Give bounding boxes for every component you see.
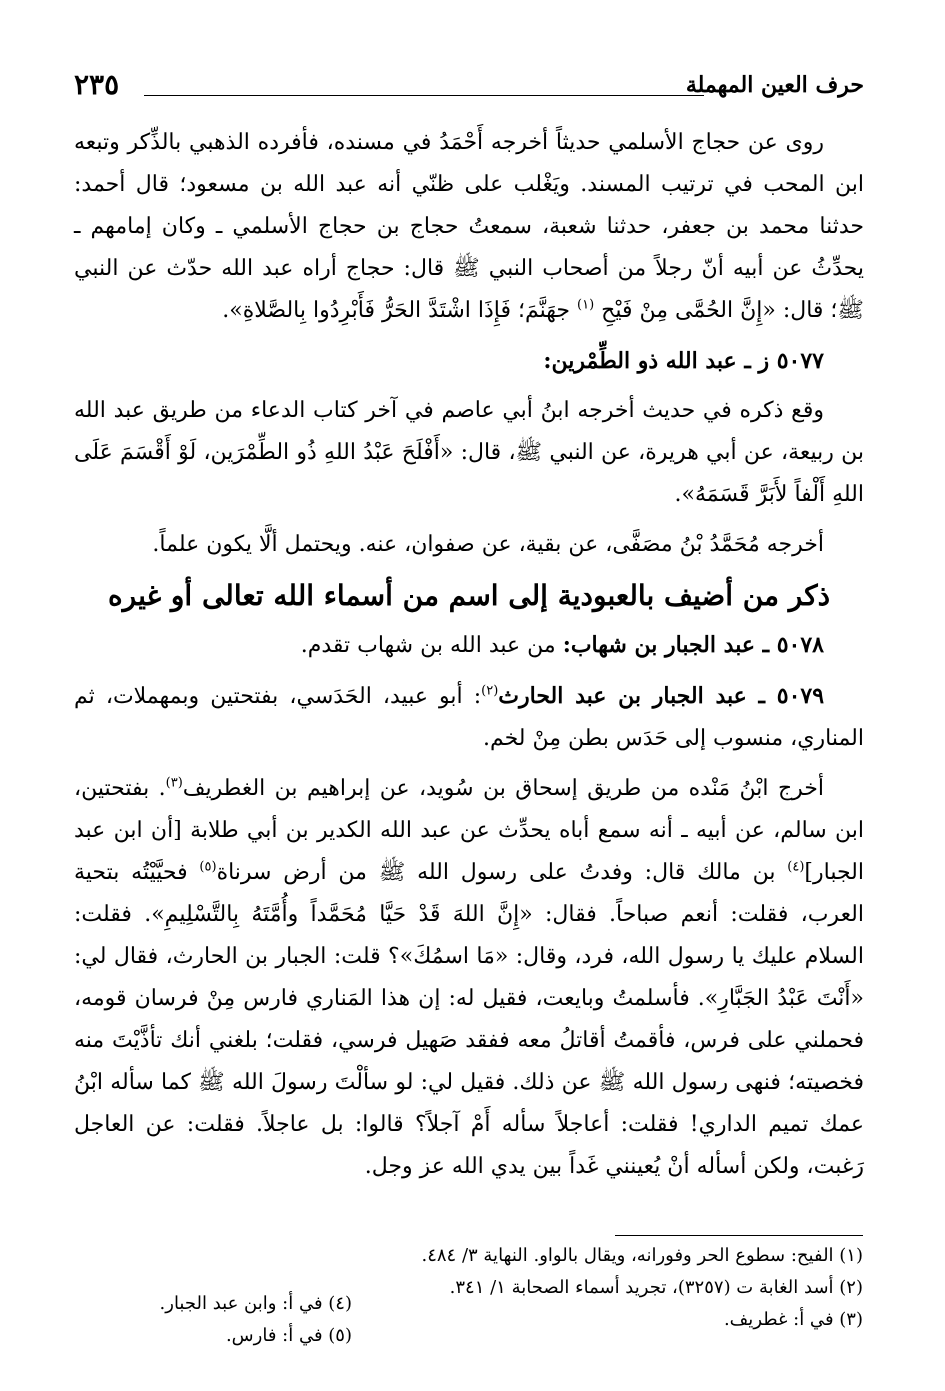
footnote-ref-2: (٢) [481,683,499,699]
paragraph-text: فحيَّيْتُه بتحية العرب، فقلت: أنعم صباحاً. فقال: «إِنَّ اللهَ قَدْ حَيَّا مُحَمَّداً وأُمَّتَهُ بِالتَّسْلِيمِ». فقلت: السلام عليك يا رسول الله، فرد، وقال: «مَا اسمُكَ»؟ قلت: الجبار بن الحارث، فقال لي: «أَنْتَ عَبْدُ الجَبَّارِ». فأسلمتُ وبايعت، فقيل له: إن هذا المَناري فارس مِنْ فرسان قومه، فحملني على فرس، فأقمتُ أقاتلُ معه ففقد صَهيل فرسي، فقلت؛ بلغني أنك تأذَّيْتَ منه فخصيته؛ فنهى رسول الله ﷺ عن ذلك. فقيل لي: لو سألْتَ رسولَ الله ﷺ كما سأله ابْنُ عمك تميم الداري! فقلت: أعاجلاً سأله أَمْ آجلاً؟ قالوا: بل عاجلاً. فقلت: عن العاجل رَغبت، ولكن أسأله أنْ يُعينني غَداً بين يدي الله عز وجل. [74,860,864,1179]
entry-5077-heading: ٥٠٧٧ ز ـ عبد الله ذو الطِّمْرين: [543,348,824,374]
paragraph-text: أخرج ابْنُ مَنْده من طريق إسحاق بن سُويد، عن إبراهيم بن الغطريف [182,776,824,801]
page-body [74,122,864,1188]
footnote-ref-5: (٥) [199,859,217,875]
footnote-ref-4: (٤) [787,859,805,875]
footnote-5: (٥) في أ: فارس. [225,1325,352,1346]
entry-5079-text: : أبو عبيد، الحَدَسي، بفتحتين وبمهملات، ثم المناري، منسوب إلى حَدَس بطن مِنْ لخم. [74,684,864,751]
paragraph-5077-text: وقع ذكره في حديث أخرجه ابنُ أبي عاصم في آخر كتاب الدعاء من طريق عبد الله بن ربيعة، عن أبي هريرة، عن النبي ﷺ، قال: «أَفْلَحَ عَبْدُ اللهِ ذُو الطِّمْرَين، لَوْ أَقْسَمَ عَلَى اللهِ أَلْفاً لأَبَرَّ قَسَمَهُ». [74,398,864,507]
entry-5078 [74,624,864,667]
running-title: حرف العين المهملة [685,72,864,98]
paragraph-text: جهَنَّمَ؛ فَإِذَا اشْتَدَّ الحَرُّ فَأَبْرِدُوا بِالصَّلاةِ». [222,298,571,323]
entry-5079 [74,675,864,760]
entry-5079-heading: ٥٠٧٩ ـ عبد الجبار بن عبد الحارث [498,683,825,709]
section-title: ذكر من أضيف بالعبودية إلى اسم من أسماء الله تعالى أو غيره [107,579,831,612]
paragraph-5079-hadith [74,768,864,1188]
footnote-3: (٣) في أ: غطريف. [723,1309,863,1330]
footnote-ref-1: (١) [577,297,595,313]
page-number: ٢٣٥ [74,68,120,101]
paragraph-5077-source: أخرجه مُحَمَّدُ بْنُ مصَفَّى، عن بقية، عن صفوان، عنه. ويحتمل ألَّا يكون علماً. [152,532,824,557]
footnote-ref-3: (٣) [165,775,183,791]
footnote-2: (٢) أسد الغابة ت (٣٢٥٧)، تجريد أسماء الصحابة ١/ ٣٤١. [449,1277,863,1298]
footnote-4: (٤) في أ: وابن عبد الجبار. [159,1293,352,1314]
paragraph-text: روى عن حجاج الأسلمي حديثاً أخرجه أَحْمَدُ في مسنده، فأفرده الذهبي بالذِّكر وتبعه ابن المحب في ترتيب المسند. ويَغْلب على ظنّي أنه عبد الله بن مسعود؛ قال أحمد: حدثنا محمد بن جعفر، حدثنا شعبة، سمعتُ حجاج بن حجاج الأسلمي ـ وكان إمامهم ـ يحدِّثُ عن أبيه أنّ رجلاً من أصحاب النبي ﷺ قال: حجاج أراه عبد الله حدّث عن النبي ﷺ؛ قال: «إِنَّ الحُمَّى مِنْ فَيْحِ [74,130,864,323]
entry-5078-text: من عبد الله بن شهاب تقدم. [300,633,556,658]
page-header [74,68,864,108]
footnote-1: (١) الفيح: سطوع الحر وفورانه، ويقال بالواو. النهاية ٣/ ٤٨٤. [421,1245,863,1266]
paragraph-5076-continuation [74,122,864,332]
footnotes-rule [615,1235,863,1236]
paragraph-text: بن مالك قال: وفدتُ على رسول الله ﷺ من أرض سرناة [216,860,776,885]
footnotes-right-column [363,1240,863,1336]
entry-5078-heading: ٥٠٧٨ ـ عبد الجبار بن شهاب: [562,632,824,658]
footnotes-left-column [92,1288,352,1352]
paragraph-text: . بفتحتين، ابن سالم، عن أبيه ـ أنه سمع أباه يحدِّث عن عبد الله الكدير بن أبي طلابة [أن ابن عبد الجبار] [74,776,864,885]
header-rule [144,95,704,96]
